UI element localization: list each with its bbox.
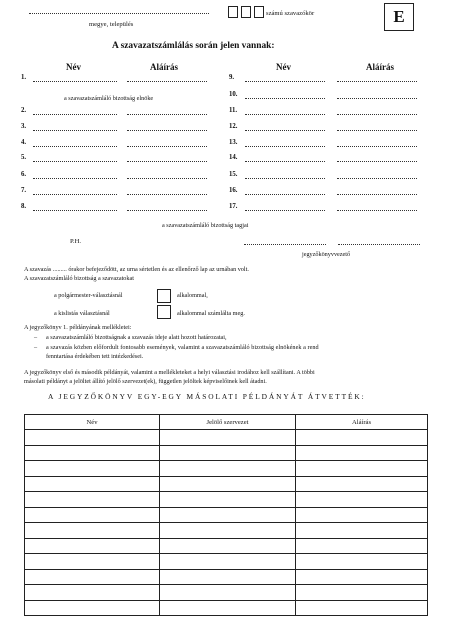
- annex-title: A jegyzőkönyv 1. példányának mellékletei:: [24, 324, 132, 331]
- page-title: A szavazatszámlálás során jelen vannak:: [112, 41, 275, 51]
- name-cell[interactable]: [25, 538, 160, 554]
- table-row: [25, 492, 428, 508]
- table-row: [25, 445, 428, 461]
- left-member-number: 5.: [21, 154, 27, 161]
- org-cell[interactable]: [160, 430, 296, 446]
- col-org-header: Jelölő szervezet: [160, 415, 296, 430]
- right-member-name-field[interactable]: [245, 194, 325, 195]
- recorder-dotline-2[interactable]: [338, 244, 420, 245]
- right-member-number: 16.: [229, 187, 238, 194]
- org-cell[interactable]: [160, 554, 296, 570]
- annex-bullet-2: –: [34, 344, 38, 351]
- right-name-header: Név: [276, 62, 291, 72]
- right-member-number: 11.: [229, 107, 238, 114]
- signature-cell[interactable]: [296, 492, 428, 508]
- right-member-name-field[interactable]: [245, 210, 325, 211]
- name-cell[interactable]: [25, 554, 160, 570]
- right-member-signature-field[interactable]: [337, 210, 417, 211]
- left-member-name-field[interactable]: [33, 178, 117, 179]
- table-row: [25, 585, 428, 601]
- right-member-number: 12.: [229, 123, 238, 130]
- left-member-name-field[interactable]: [33, 114, 117, 115]
- signature-cell[interactable]: [296, 430, 428, 446]
- place-label: megye, település: [89, 21, 134, 28]
- right-member-name-field[interactable]: [245, 146, 325, 147]
- station-digit-3[interactable]: [254, 6, 264, 18]
- org-cell[interactable]: [160, 461, 296, 477]
- name-cell[interactable]: [25, 476, 160, 492]
- signature-cell[interactable]: [296, 600, 428, 616]
- right-member-signature-field[interactable]: [337, 194, 417, 195]
- signature-cell[interactable]: [296, 507, 428, 523]
- name-cell[interactable]: [25, 569, 160, 585]
- left-member-signature-field[interactable]: [127, 130, 207, 131]
- form-letter: E: [393, 7, 405, 26]
- right-member-signature-field[interactable]: [337, 146, 417, 147]
- signature-cell[interactable]: [296, 554, 428, 570]
- right-member-name-field[interactable]: [245, 98, 325, 99]
- right-member-number: 9.: [229, 74, 235, 81]
- name-cell[interactable]: [25, 600, 160, 616]
- left-member-signature-field[interactable]: [127, 178, 207, 179]
- handover-title: A JEGYZŐKÖNYV EGY-EGY MÁSOLATI PÉLDÁNYÁT ÁTVETTÉK:: [48, 392, 366, 401]
- place-dotline[interactable]: [29, 13, 209, 14]
- org-cell[interactable]: [160, 523, 296, 539]
- annex-item-2-line-1: a szavazás közben előfordult fontosabb események, valamint a szavazatszámláló bizottság elnökének a rend: [46, 344, 319, 351]
- table-row: [25, 476, 428, 492]
- left-member-name-field[interactable]: [33, 81, 117, 82]
- count-statement: A szavazatszámláló bizottság a szavazatokat: [24, 275, 134, 282]
- left-member-number: 1.: [21, 74, 27, 81]
- mayor-suffix: alkalommal,: [177, 292, 208, 299]
- signature-cell[interactable]: [296, 445, 428, 461]
- left-member-name-field[interactable]: [33, 130, 117, 131]
- left-member-number: 3.: [21, 123, 27, 130]
- table-row: [25, 430, 428, 446]
- table-row: [25, 554, 428, 570]
- table-row: [25, 461, 428, 477]
- table-row: [25, 600, 428, 616]
- recorder-dotline-1[interactable]: [244, 244, 326, 245]
- right-member-signature-field[interactable]: [337, 161, 417, 162]
- right-member-number: 17.: [229, 203, 238, 210]
- left-member-signature-field[interactable]: [127, 81, 207, 82]
- annex-bullet-1: –: [34, 334, 38, 341]
- table-row: [25, 569, 428, 585]
- left-member-signature-field[interactable]: [127, 114, 207, 115]
- org-cell[interactable]: [160, 538, 296, 554]
- left-member-name-field[interactable]: [33, 161, 117, 162]
- name-cell[interactable]: [25, 430, 160, 446]
- right-member-signature-field[interactable]: [337, 178, 417, 179]
- left-member-number: 2.: [21, 107, 27, 114]
- annex-item-1: a szavazatszámláló bizottságnak a szavazás ideje alatt hozott határozatai,: [46, 334, 227, 341]
- left-member-signature-field[interactable]: [127, 146, 207, 147]
- org-cell[interactable]: [160, 476, 296, 492]
- right-member-signature-field[interactable]: [337, 130, 417, 131]
- signature-cell[interactable]: [296, 585, 428, 601]
- left-member-number: 7.: [21, 187, 27, 194]
- mayor-label: a polgármester-választásnál: [54, 292, 123, 299]
- name-cell[interactable]: [25, 445, 160, 461]
- signature-cell[interactable]: [296, 523, 428, 539]
- left-member-number: 6.: [21, 171, 27, 178]
- ph-label: P.H.: [70, 238, 81, 245]
- closing-statement: A szavazás ......... órakor befejeződött, az urna sértetlen és az ellenőrző lap az urnában volt.: [24, 266, 249, 273]
- station-digit-2[interactable]: [241, 6, 251, 18]
- left-member-number: 4.: [21, 139, 27, 146]
- members-label: a szavazatszámláló bizottság tagjai: [162, 222, 249, 229]
- col-name-header: Név: [25, 415, 160, 430]
- right-member-signature-field[interactable]: [337, 98, 417, 99]
- delivery-statement-line-1: A jegyzőkönyv első és második példányát, valamint a mellékleteket a helyi választási irodához kell szállítani. A többi: [24, 369, 315, 376]
- right-member-signature-field[interactable]: [337, 114, 417, 115]
- recorder-label: jegyzőkönyvvezető: [302, 251, 351, 258]
- left-name-header: Név: [66, 62, 81, 72]
- org-cell[interactable]: [160, 492, 296, 508]
- right-member-number: 13.: [229, 139, 238, 146]
- signature-cell[interactable]: [296, 461, 428, 477]
- left-member-signature-field[interactable]: [127, 161, 207, 162]
- name-cell[interactable]: [25, 461, 160, 477]
- right-member-name-field[interactable]: [245, 178, 325, 179]
- left-member-name-field[interactable]: [33, 210, 117, 211]
- mayor-count-box[interactable]: [157, 289, 171, 303]
- small-list-suffix: alkalommal számlálta meg.: [177, 310, 245, 317]
- name-cell[interactable]: [25, 492, 160, 508]
- left-member-name-field[interactable]: [33, 194, 117, 195]
- org-cell[interactable]: [160, 445, 296, 461]
- delivery-statement-line-2: másolati példányt a jelöltet állító jelölő szervezet(ek), független jelöltek képviselőinek kell átadni.: [24, 378, 267, 385]
- right-member-name-field[interactable]: [245, 130, 325, 131]
- station-label: számú szavazókör: [266, 10, 315, 17]
- right-member-number: 14.: [229, 154, 238, 161]
- right-member-number: 15.: [229, 171, 238, 178]
- left-member-signature-field[interactable]: [127, 210, 207, 211]
- name-cell[interactable]: [25, 523, 160, 539]
- table-row: [25, 523, 428, 539]
- right-signature-header: Aláírás: [366, 62, 394, 72]
- table-row: [25, 538, 428, 554]
- table-row: [25, 507, 428, 523]
- name-cell[interactable]: [25, 585, 160, 601]
- form-letter-box: [384, 3, 414, 31]
- station-digit-1[interactable]: [228, 6, 238, 18]
- left-member-name-field[interactable]: [33, 146, 117, 147]
- signature-cell[interactable]: [296, 538, 428, 554]
- col-signature-header: Aláírás: [296, 415, 428, 430]
- org-cell[interactable]: [160, 569, 296, 585]
- small-list-count-box[interactable]: [157, 305, 171, 319]
- right-member-name-field[interactable]: [245, 81, 325, 82]
- right-member-name-field[interactable]: [245, 161, 325, 162]
- handover-table-header: [25, 415, 428, 430]
- signature-cell[interactable]: [296, 476, 428, 492]
- left-member-signature-field[interactable]: [127, 194, 207, 195]
- handover-table: [24, 414, 428, 616]
- left-signature-header: Aláírás: [150, 62, 178, 72]
- right-member-number: 10.: [229, 91, 238, 98]
- annex-item-2-line-2: fenntartása érdekében tett intézkedései.: [46, 353, 144, 360]
- org-cell[interactable]: [160, 600, 296, 616]
- name-cell[interactable]: [25, 507, 160, 523]
- small-list-label: a kislistás választásnál: [54, 310, 110, 317]
- chair-label: a szavazatszámláló bizottság elnöke: [64, 95, 154, 102]
- signature-cell[interactable]: [296, 569, 428, 585]
- right-member-signature-field[interactable]: [337, 81, 417, 82]
- org-cell[interactable]: [160, 507, 296, 523]
- right-member-name-field[interactable]: [245, 114, 325, 115]
- left-member-number: 8.: [21, 203, 27, 210]
- org-cell[interactable]: [160, 585, 296, 601]
